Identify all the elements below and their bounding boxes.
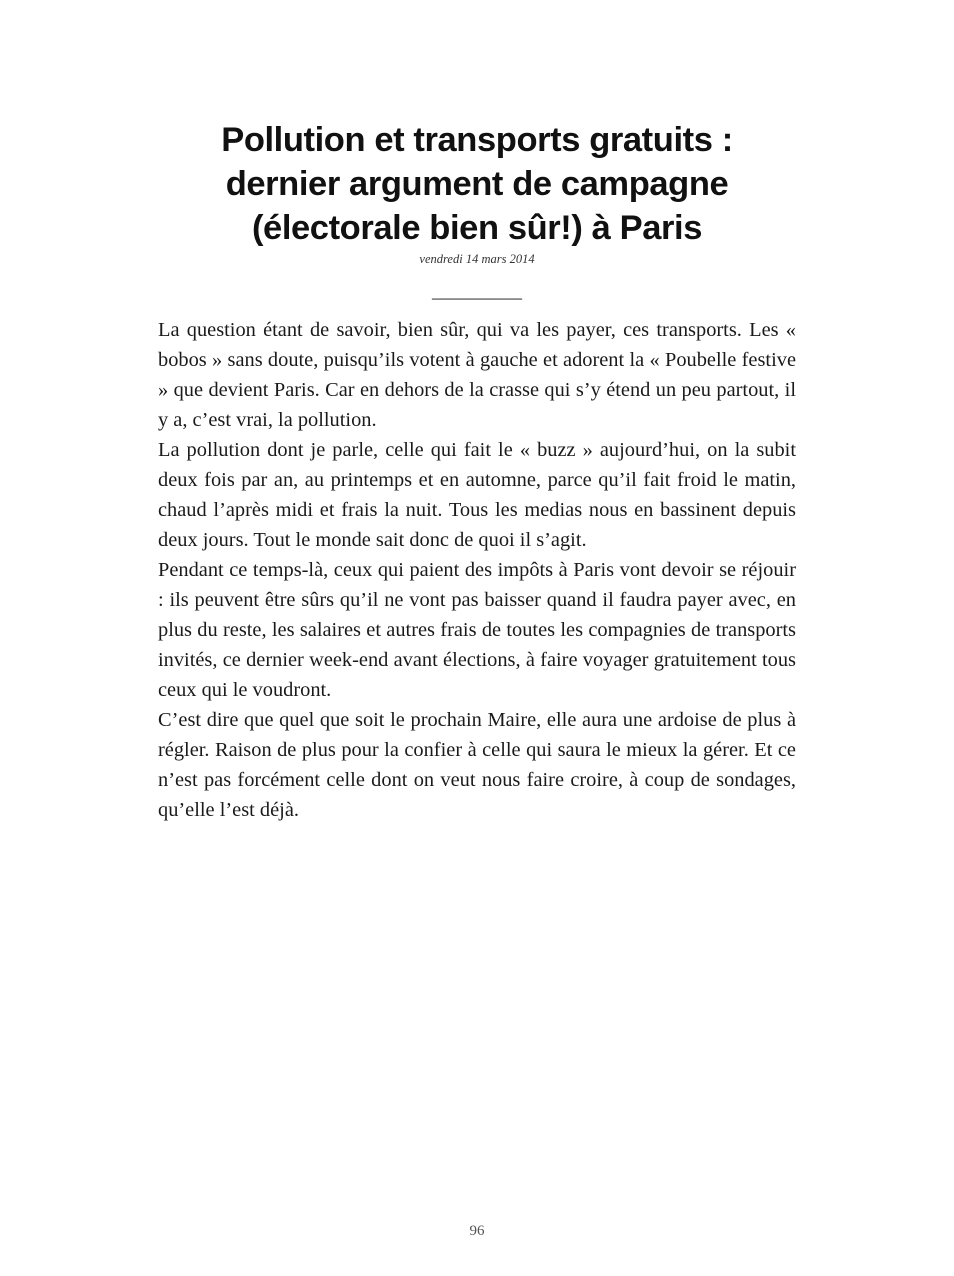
article-title-line-3: (électorale bien sûr!) à Paris (251, 209, 703, 247)
article-title (150, 118, 804, 250)
page-number: 96 (469, 1223, 485, 1239)
article-date: vendredi 14 mars 2014 (419, 252, 535, 266)
article-title-line-1: Pollution et transports gratuits : (221, 121, 733, 159)
article-title-line-2: dernier argument de campagne (225, 165, 729, 203)
article-paragraph-3: Pendant ce temps-là, ceux qui paient des impôts à Paris vont devoir se réjouir : ils peuvent être sûrs qu’il ne vont pas baisser quand il faudra payer avec, en plus du reste, les salaires et autres frais de toutes les compagnies de transports invités, ce dernier week-end avant élections, à faire voyager gratuitement tous ceux qui le voudront. (158, 559, 796, 701)
title-separator: __________ (432, 281, 522, 301)
article-paragraph-4: C’est dire que quel que soit le prochain Maire, elle aura une ardoise de plus à régler. Raison de plus pour la confier à celle qui saura le mieux la gérer. Et ce n’est pas forcément celle dont on veut nous faire croire, à coup de sondages, qu’elle l’est déjà. (158, 709, 796, 821)
article-paragraph-1: La question étant de savoir, bien sûr, qui va les payer, ces transports. Les « bobos » sans doute, puisqu’ils votent à gauche et adorent la « Poubelle festive » que devient Paris. Car en dehors de la crasse qui s’y étend un peu partout, il y a, c’est vrai, la pollution. (158, 319, 796, 431)
article-body (158, 315, 796, 825)
article-paragraph-2: La pollution dont je parle, celle qui fait le « buzz » aujourd’hui, on la subit deux fois par an, au printemps et en automne, parce qu’il fait froid le matin, chaud l’après midi et frais la nuit. Tous les medias nous en bassinent depuis deux jours. Tout le monde sait donc de quoi il s’agit. (158, 439, 796, 551)
